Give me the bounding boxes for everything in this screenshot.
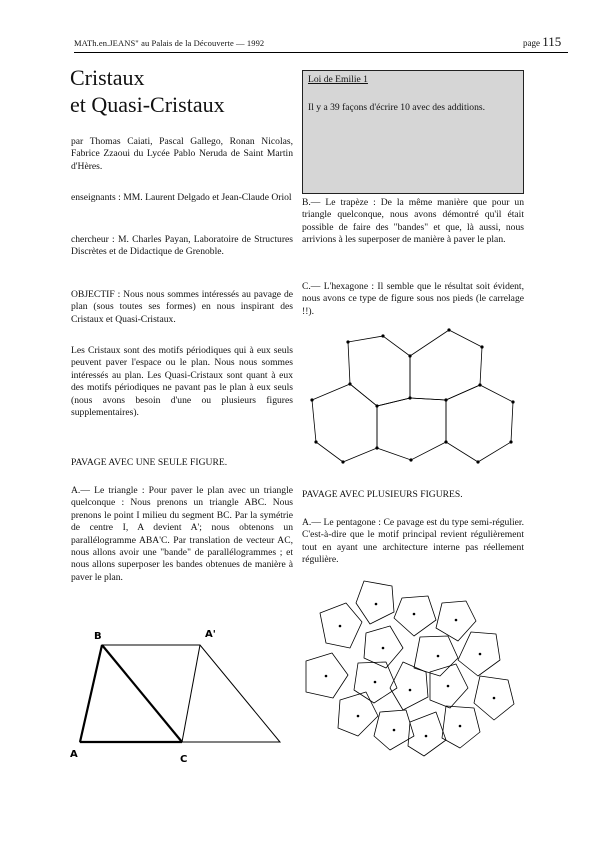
law-box: [302, 70, 524, 194]
trapeze-paragraph: B.— Le trapèze : De la même manière que pour un triangle quelconque, nous avons démontré qu'il était possible de faire des "bandes" et que, là aussi, nous arrivions à les superposer de manière à paver le plan.: [302, 197, 524, 246]
pentagon-paragraph: A.— Le pentagone : Ce pavage est du type semi-régulier. C'est-à-dire que le motif principal revient régulièrement tout en ayant une architecture interne pas réellement régulière.: [302, 517, 524, 566]
article-title: [70, 64, 225, 118]
hexagon-paragraph: C.— L'hexagone : Il semble que le résultat soit évident, nous avons ce type de figure sous nos pieds (le carrelage !!).: [302, 281, 524, 317]
title-line-1: Cristaux: [70, 65, 145, 90]
page-number: [523, 34, 561, 50]
label-c: C: [180, 754, 188, 765]
teachers: enseignants : MM. Laurent Delgado et Jean-Claude Oriol: [71, 192, 292, 203]
law-box-title: Loi de Emilie 1: [308, 74, 368, 85]
researcher: chercheur : M. Charles Payan, Laboratoire de Structures Discrètes et de Didactique de Grenoble.: [71, 234, 293, 258]
header-rule: [74, 52, 568, 53]
multi-figure-heading: PAVAGE AVEC PLUSIEURS FIGURES.: [302, 489, 463, 500]
label-a-prime: A': [205, 629, 216, 640]
single-figure-heading: PAVAGE AVEC UNE SEULE FIGURE.: [71, 457, 228, 468]
objective-paragraph: OBJECTIF : Nous nous sommes intéressés au pavage de plan (sous toutes ses formes) en nous inspirant des Cristaux et Quasi-Cristaux.: [71, 289, 293, 325]
page-number-value: 115: [542, 34, 562, 49]
page-word: page: [523, 38, 540, 48]
crystals-paragraph: Les Cristaux sont des motifs périodiques qui à eux seuls peuvent paver l'espace ou le plan. Nous nous sommes intéressés au plan. Les Quasi-Cristaux sont quant à eux des motifs périodiques ne pavant pas le plan à eux seuls (nous avons besoin d'une ou plusieurs figures supplementaires).: [71, 345, 293, 419]
label-a: A: [70, 749, 78, 760]
law-box-text: Il y a 39 façons d'écrire 10 avec des additions.: [308, 102, 486, 113]
running-header: MATh.en.JEANS" au Palais de la Découverte — 1992: [74, 38, 265, 48]
authors: par Thomas Caiati, Pascal Gallego, Ronan Nicolas, Fabrice Zzaoui du Lycée Pablo Neruda de Saint Martin d'Hères.: [71, 136, 293, 172]
triangle-paragraph: A.— Le triangle : Pour paver le plan avec un triangle quelconque : Nous prenons un triangle ABC. Nous prenons le point I milieu du segment BC. Par la symétrie de centre I, A devient A'; nous obtenons un parallélogramme ABA'C. Par translation de vecteur AC, nous allons avoir une "bande" de parallélogrammes ; et nous allons superposer les bandes obtenues de manière à paver le plan.: [71, 485, 293, 583]
title-line-2: et Quasi-Cristaux: [70, 92, 225, 117]
label-b: B: [94, 631, 102, 642]
